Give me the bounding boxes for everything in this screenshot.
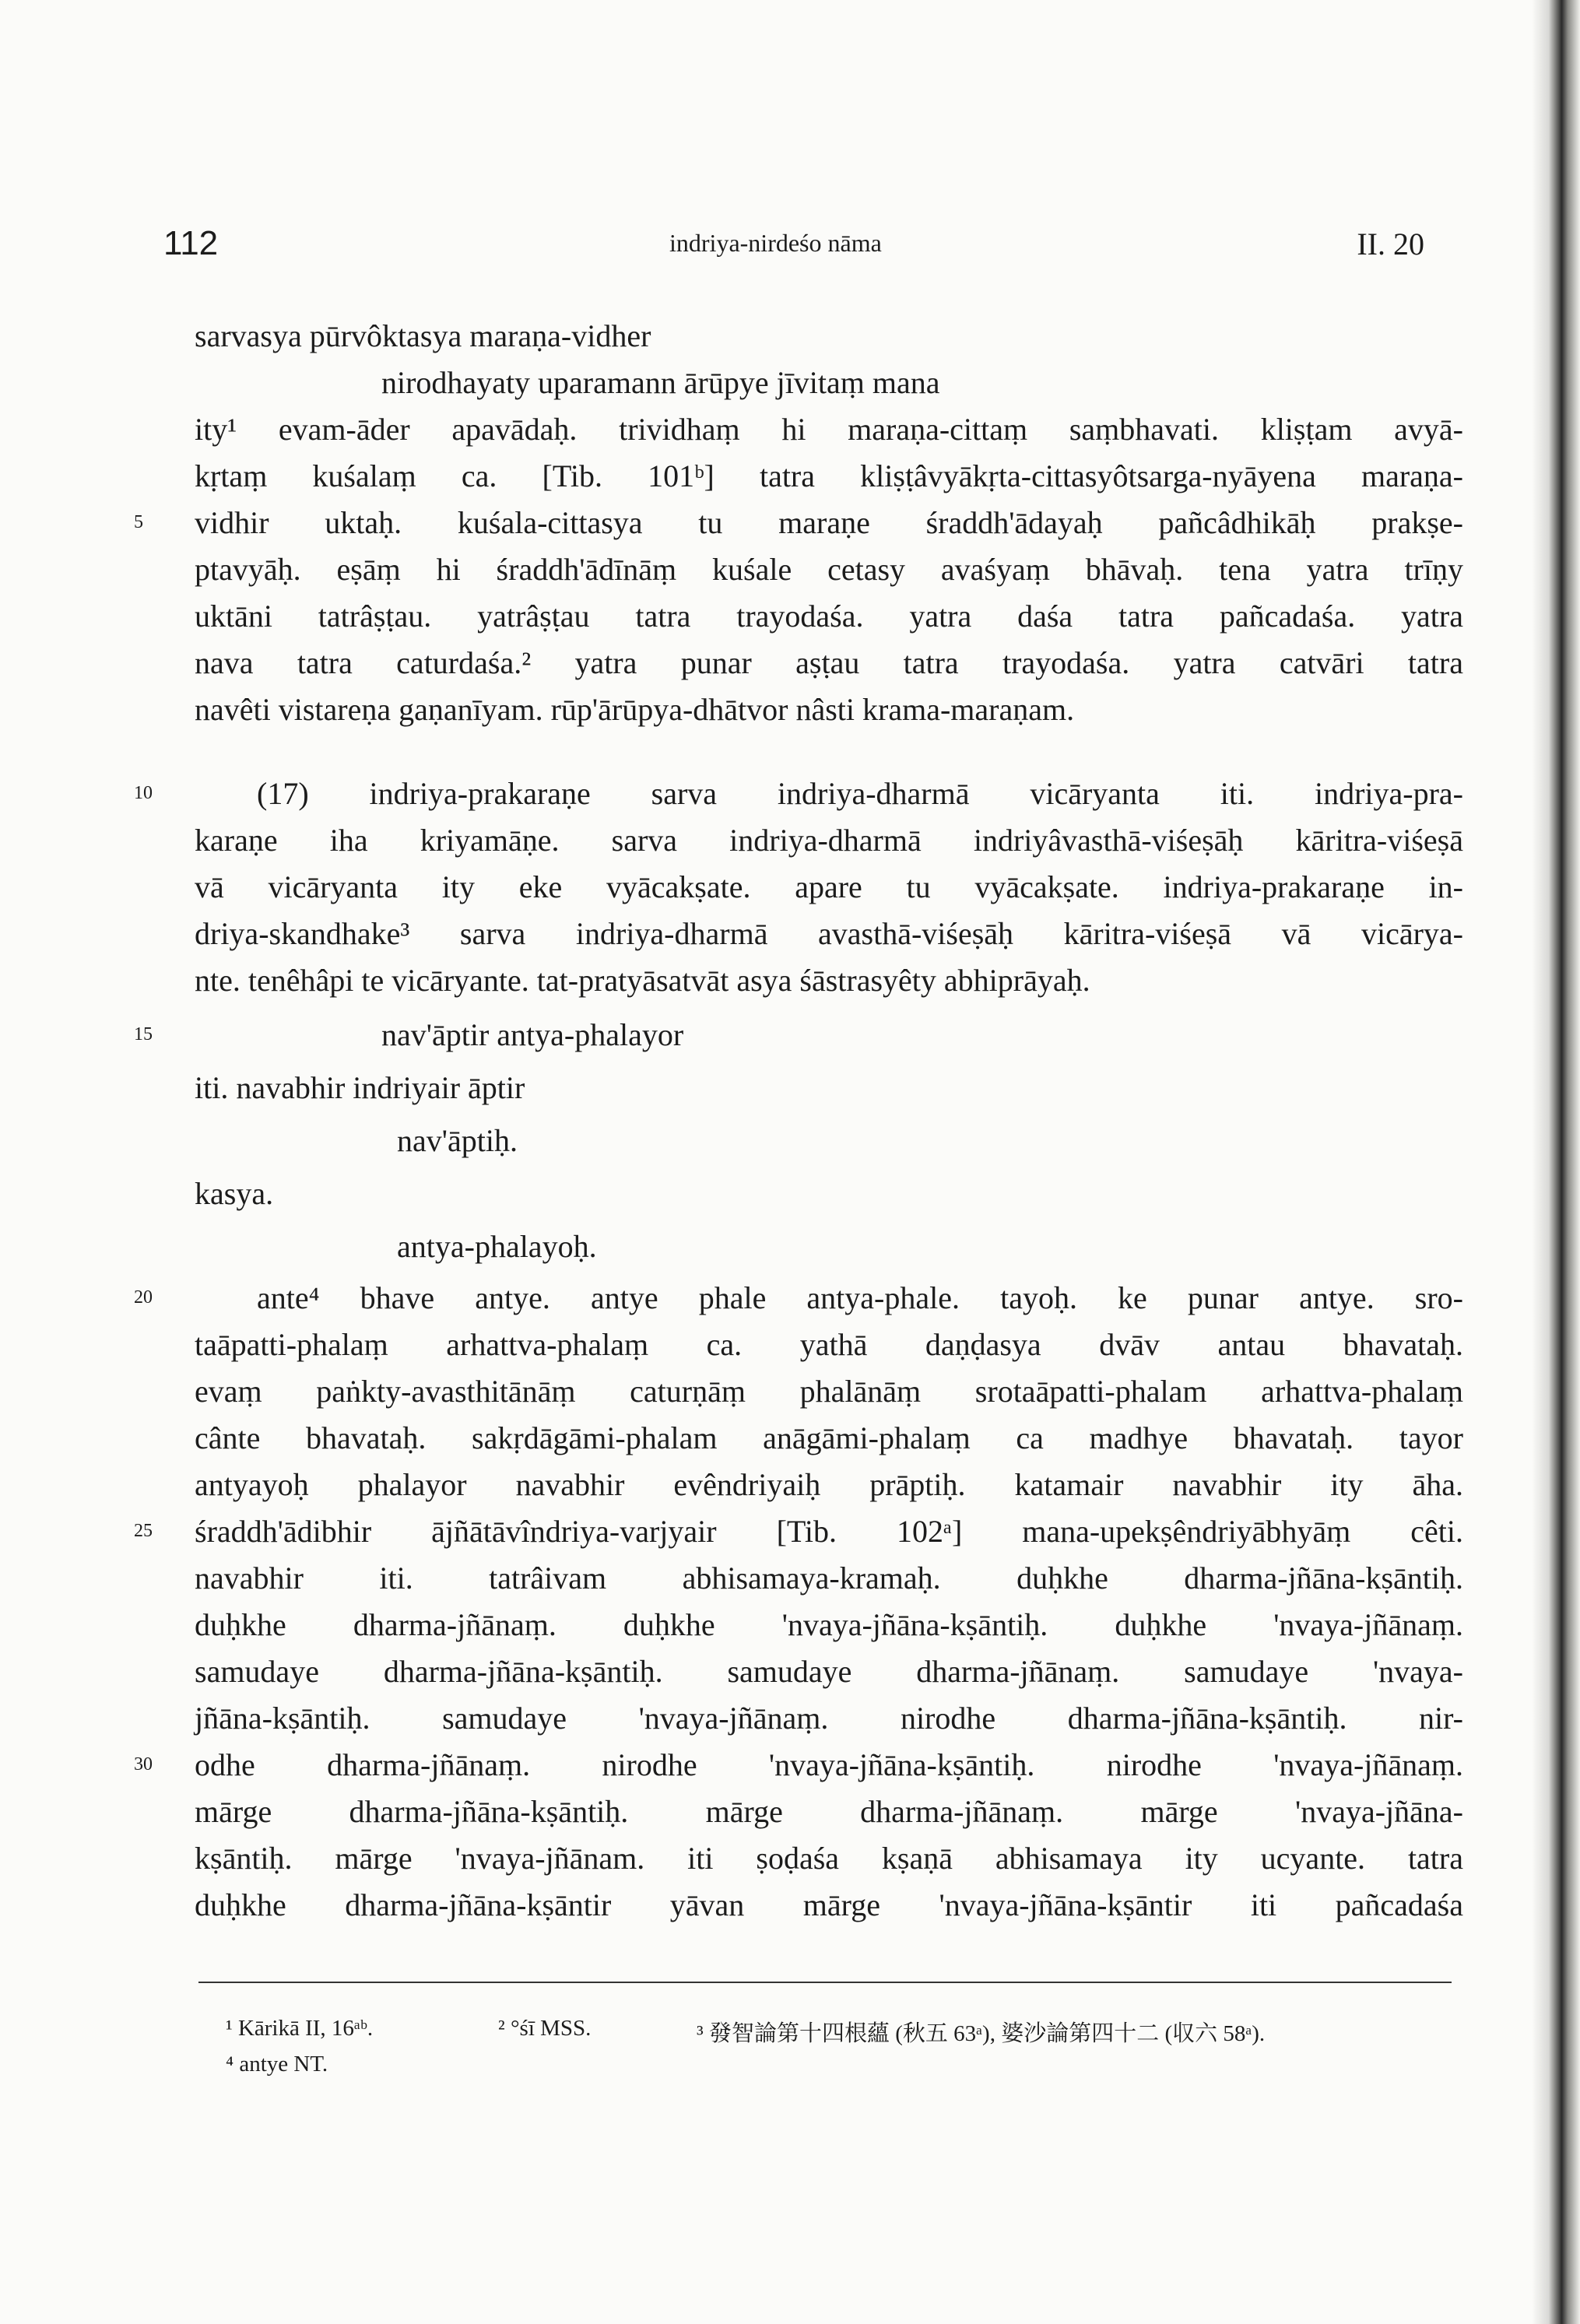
text-line: iti. navabhir indriyair āptir xyxy=(195,1070,525,1105)
text-line: jñāna-kṣāntiḥ. samudaye 'nvaya-jñānaṃ. nirodhe dharma-jñāna-kṣāntiḥ. nir- xyxy=(195,1701,1463,1736)
book-binding-edge xyxy=(1532,0,1580,2324)
text-line: nte. tenêhâpi te vicāryante. tat-pratyāsatvāt asya śāstrasyêty abhiprāyaḥ. xyxy=(195,963,1090,998)
text-line: navabhir iti. tatrâivam abhisamaya-kramaḥ. duḥkhe dharma-jñāna-kṣāntiḥ. xyxy=(195,1560,1463,1596)
text-line: navêti vistareṇa gaṇanīyam. rūp'ārūpya-dhātvor nâsti krama-maraṇam. xyxy=(195,692,1075,727)
text-line: vā vicāryanta ity eke vyācakṣate. apare tu vyācakṣate. indriya-prakaraṇe in- xyxy=(195,869,1463,904)
footnote-1: ¹ Kārikā II, 16ᵃᵇ. xyxy=(226,2016,374,2041)
line-number: 20 xyxy=(134,1287,153,1308)
text-line: ante⁴ bhave antye. antye phale antya-phale. tayoḥ. ke punar antye. sro- xyxy=(257,1280,1463,1315)
running-title: indriya-nirdeśo nāma xyxy=(669,229,882,257)
text-line: odhe dharma-jñānaṃ. nirodhe 'nvaya-jñāna-kṣāntiḥ. nirodhe 'nvaya-jñānaṃ. xyxy=(195,1747,1463,1782)
verse-line: nirodhayaty uparamann ārūpye jīvitaṃ mana xyxy=(381,365,940,400)
text-line: cânte bhavataḥ. sakṛdāgāmi-phalam anāgāmi-phalaṃ ca madhye bhavataḥ. tayor xyxy=(195,1420,1463,1455)
footnote-rule xyxy=(198,1982,1452,1983)
text-line: driya-skandhake³ sarva indriya-dharmā avasthā-viśeṣāḥ kāritra-viśeṣā vā vicārya- xyxy=(195,916,1463,951)
text-line: antyayoḥ phalayor navabhir evêndriyaiḥ prāptiḥ. katamair navabhir ity āha. xyxy=(195,1467,1463,1502)
text-line: uktāni tatrâṣṭau. yatrâṣṭau tatra trayodaśa. yatra daśa tatra pañcadaśa. yatra xyxy=(195,599,1463,634)
text-line: taāpatti-phalaṃ arhattva-phalaṃ ca. yathā daṇḍasya dvāv antau bhavataḥ. xyxy=(195,1327,1463,1362)
text-line: karaṇe iha kriyamāṇe. sarva indriya-dharmā indriyâvasthā-viśeṣāḥ kāritra-viśeṣā xyxy=(195,823,1463,858)
line-number: 15 xyxy=(134,1024,153,1044)
text-line: samudaye dharma-jñāna-kṣāntiḥ. samudaye dharma-jñānaṃ. samudaye 'nvaya- xyxy=(195,1654,1463,1689)
text-line: nava tatra caturdaśa.² yatra punar aṣṭau tatra trayodaśa. yatra catvāri tatra xyxy=(195,645,1463,680)
footnote-3: ³ 發智論第十四根蘊 (秋五 63ᵃ), 婆沙論第四十二 (収六 58ᵃ). xyxy=(697,2021,1266,2046)
text-line: kṣāntiḥ. mārge 'nvaya-jñānam. iti ṣoḍaśa kṣaṇā abhisamaya ity ucyante. tatra xyxy=(195,1841,1463,1876)
text-line: mārge dharma-jñāna-kṣāntiḥ. mārge dharma-jñānaṃ. mārge 'nvaya-jñāna- xyxy=(195,1794,1463,1829)
verse-line: nav'āptir antya-phalayor xyxy=(381,1017,684,1052)
text-line: duḥkhe dharma-jñānaṃ. duḥkhe 'nvaya-jñāna-kṣāntiḥ. duḥkhe 'nvaya-jñānaṃ. xyxy=(195,1607,1463,1642)
text-line: vidhir uktaḥ. kuśala-cittasya tu maraṇe śraddh'ādayaḥ pañcâdhikāḥ prakṣe- xyxy=(195,505,1463,540)
text-line: ptavyāḥ. eṣāṃ hi śraddh'ādīnāṃ kuśale cetasy avaśyaṃ bhāvaḥ. tena yatra trīṇy xyxy=(195,552,1463,587)
text-line: kasya. xyxy=(195,1176,274,1211)
footnote-2: ² °śī MSS. xyxy=(498,2016,592,2041)
line-number: 5 xyxy=(134,512,143,532)
line-number: 25 xyxy=(134,1521,153,1541)
text-line: sarvasya pūrvôktasya maraṇa-vidher xyxy=(195,318,651,353)
page-number: 112 xyxy=(163,224,219,262)
verse-line: nav'āptiḥ. xyxy=(397,1123,518,1158)
line-number: 10 xyxy=(134,783,153,803)
text-line: (17) indriya-prakaraṇe sarva indriya-dharmā vicāryanta iti. indriya-pra- xyxy=(257,776,1463,811)
text-line: duḥkhe dharma-jñāna-kṣāntir yāvan mārge 'nvaya-jñāna-kṣāntir iti pañcadaśa xyxy=(195,1887,1463,1922)
line-number: 30 xyxy=(134,1754,153,1775)
footnote-4: ⁴ antye NT. xyxy=(226,2052,328,2077)
verse-line: antya-phalayoḥ. xyxy=(397,1229,597,1264)
text-line: kṛtaṃ kuśalaṃ ca. [Tib. 101ᵇ] tatra kliṣṭâvyākṛta-cittasyôtsarga-nyāyena maraṇa- xyxy=(195,458,1463,493)
text-line: ity¹ evam-āder apavādaḥ. trividhaṃ hi maraṇa-cittaṃ saṃbhavati. kliṣṭam avyā- xyxy=(195,412,1463,447)
page-header xyxy=(163,224,1424,271)
text-line: śraddh'ādibhir ājñātāvîndriya-varjyair [Tib. 102ᵃ] mana-upekṣêndriyābhyāṃ cêti. xyxy=(195,1514,1463,1549)
text-line: evaṃ paṅkty-avasthitānāṃ caturṇāṃ phalānāṃ srotaāpatti-phalam arhattva-phalaṃ xyxy=(195,1374,1463,1409)
section-number: II. 20 xyxy=(1357,226,1424,262)
